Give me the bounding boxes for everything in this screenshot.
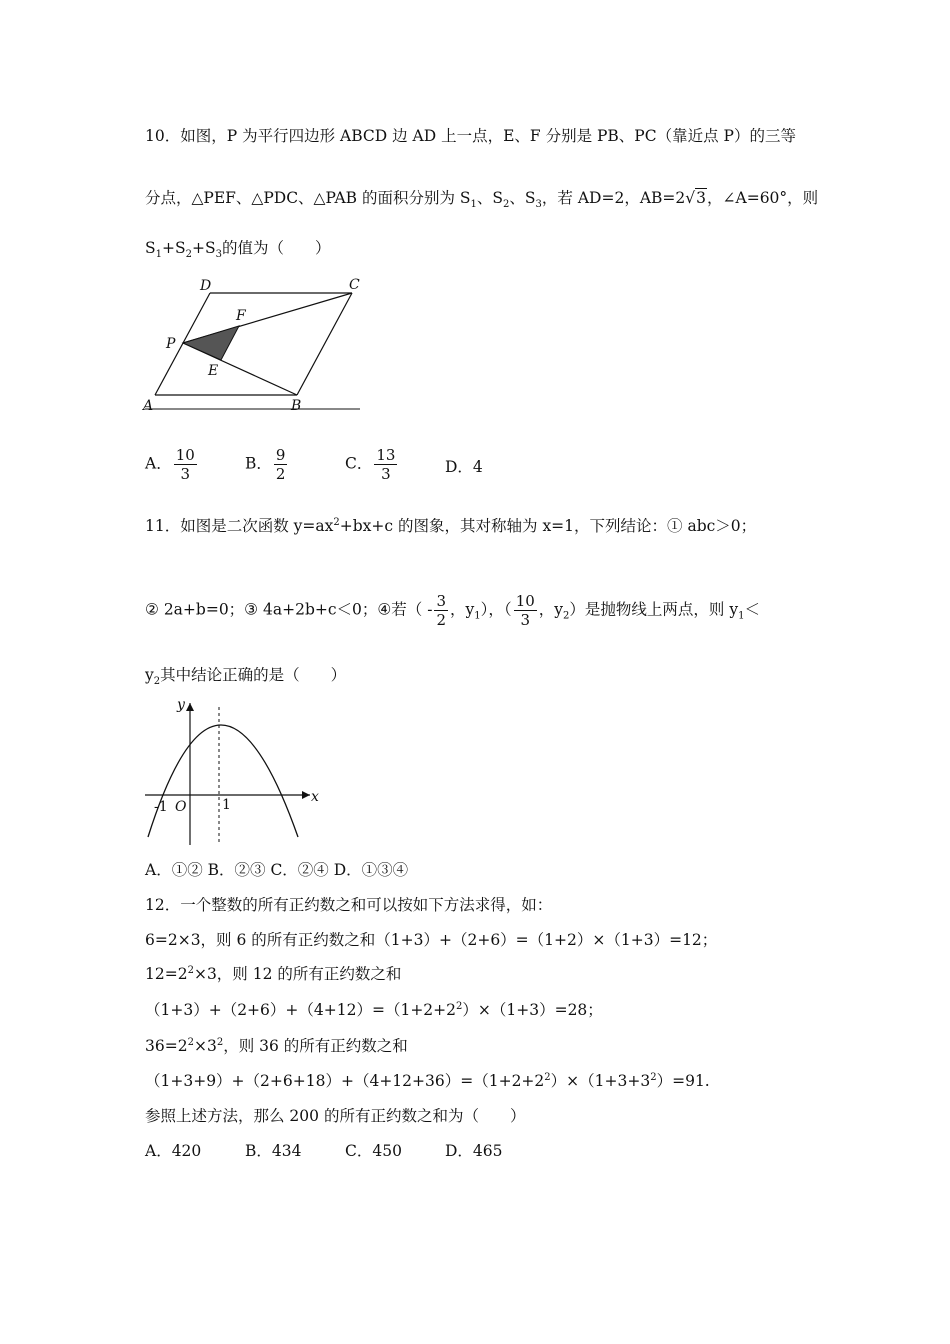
label-B: B: [291, 398, 302, 414]
q10-parallelogram-figure: [140, 275, 370, 420]
label-C: C: [349, 277, 360, 293]
label-F: F: [236, 308, 246, 324]
q10-option-c: C． $\frac{13}{3}$: [345, 446, 396, 483]
q10-option-d: D．4: [445, 458, 483, 476]
q10-line2: 分点，△PEF、△PDC、△PAB 的面积分别为 $S_1$、$S_2$、$S_3$，若 AD=2，AB=2√3，∠A=60°，则: [145, 189, 819, 211]
q12-option-b: B．434: [245, 1142, 302, 1160]
label-one: 1: [222, 797, 231, 813]
q11-line2: ② 2a+b=0；③ 4a+2b+c＜0；④若（ - $\frac{3}{2}$ ，$y_1$），（ $\frac{10}{3}$ ，$y_2$）是抛物线上两点，则 $y_1<$: [145, 592, 760, 629]
q12-line2: 6=2×3，则 6 的所有正约数之和（1+3）+（2+6）=（1+2）×（1+3）=12；: [145, 931, 718, 949]
label-P: P: [166, 336, 176, 352]
q12-line4: $(1+3)+(2+6)+(4+12)=(1+2+2^2)\times(1+3)=28$；: [145, 1000, 603, 1019]
q12-option-a: A．420: [145, 1142, 202, 1160]
q12-option-d: D．465: [445, 1142, 503, 1160]
q10-line1: 10．如图，P 为平行四边形 ABCD 边 AD 上一点，E、F 分别是 PB、PC（靠近点 P）的三等: [145, 127, 796, 145]
label-x-axis: x: [311, 789, 319, 805]
q10-line3: $S_1+S_2+S_3$的值为（ ）: [145, 239, 331, 261]
q10-option-a: A． $\frac{10}{3}$: [145, 446, 195, 483]
sqrt-symbol: √3: [685, 189, 707, 207]
label-D: D: [200, 278, 212, 294]
q12-line5: $36=2^2\times 3^2$，则 36 的所有正约数之和: [145, 1036, 408, 1055]
q11-line1: 11．如图是二次函数 $y=ax^2+bx+c$ 的图象，其对称轴为 x=1，下列结论：① abc＞0；: [145, 516, 757, 535]
label-A: A: [143, 398, 154, 414]
q11-parabola-figure: [140, 695, 330, 850]
q11-options: A．①② B．②③ C．②④ D．①③④: [145, 861, 409, 879]
label-y-axis: y: [177, 697, 185, 713]
q12-line7: 参照上述方法，那么 200 的所有正约数之和为（ ）: [145, 1107, 526, 1125]
q12-line3: $12=2^2\times 3$，则 12 的所有正约数之和: [145, 964, 402, 983]
label-origin: O: [175, 799, 187, 815]
q12-line6: $(1+3+9)+(2+6+18)+(4+12+36)=(1+2+2^2)\times(1+3+3^2)=91$.: [145, 1071, 710, 1090]
q11-line3: $y_2$其中结论正确的是（ ）: [145, 666, 347, 688]
label-neg1: -1: [154, 799, 168, 815]
q12-option-c: C．450: [345, 1142, 402, 1160]
q12-line1: 12．一个整数的所有正约数之和可以按如下方法求得，如：: [145, 896, 553, 914]
label-E: E: [208, 363, 219, 379]
q10-option-b: B． $\frac{9}{2}$: [245, 446, 286, 483]
